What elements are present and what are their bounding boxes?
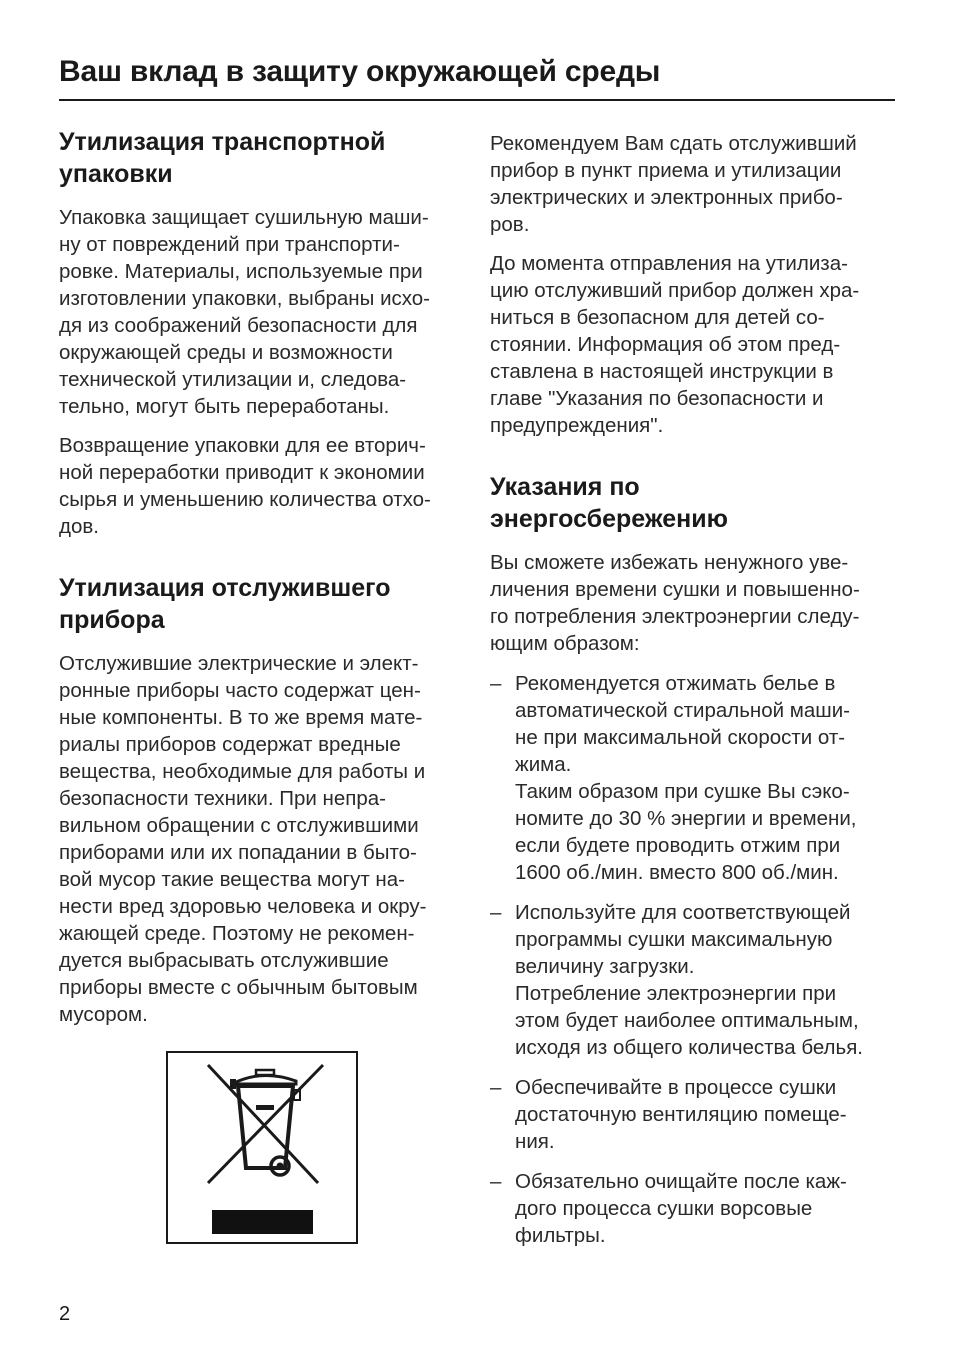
page-number: 2 <box>59 1303 71 1325</box>
list-item-text <box>515 1168 900 1249</box>
heading-line: Утилизация транспортной <box>59 128 386 156</box>
text-line: нести вред здоровью человека и окру- <box>59 895 427 918</box>
text-line: тельно, могут быть переработаны. <box>59 395 390 418</box>
text-line: дя из соображений безопасности для <box>59 314 418 337</box>
text-line: ющим образом: <box>490 632 640 655</box>
paragraph-recommend <box>490 130 900 238</box>
bullet-dash: – <box>490 1076 502 1099</box>
text-line: ровке. Материалы, используемые при <box>59 260 423 283</box>
heading-line: прибора <box>59 606 165 634</box>
text-line: Рекомендуется отжимать белье в <box>515 672 836 695</box>
text-line: ния. <box>515 1130 555 1153</box>
text-line: этом будет наиболее оптимальным, <box>515 1009 859 1032</box>
text-line: величину загрузки. <box>515 955 695 978</box>
text-line: 1600 об./мин. вместо 800 об./мин. <box>515 861 839 884</box>
text-line: исходя из общего количества белья. <box>515 1036 863 1059</box>
list-item <box>490 1168 900 1249</box>
bullet-dash: – <box>490 1170 502 1193</box>
text-line: дуется выбрасывать отслужившие <box>59 949 389 972</box>
text-line: Используйте для соответствующей <box>515 901 851 924</box>
heading-line: упаковки <box>59 160 173 188</box>
heading-line: Указания по <box>490 473 640 501</box>
list-item <box>490 670 900 886</box>
bullet-dash: – <box>490 672 502 695</box>
text-line: мусором. <box>59 1003 148 1026</box>
text-line: Обязательно очищайте после каж- <box>515 1170 847 1193</box>
text-line: Рекомендуем Вам сдать отслуживший <box>490 132 857 155</box>
text-line: безопасности техники. При непра- <box>59 787 386 810</box>
text-line: автоматической стиральной маши- <box>515 699 850 722</box>
text-line: До момента отправления на утилиза- <box>490 252 848 275</box>
crossed-out-wheelie-bin-icon <box>168 1053 356 1242</box>
text-line: вой мусор такие вещества могут на- <box>59 868 405 891</box>
text-line: Отслужившие электрические и элект- <box>59 652 419 675</box>
weee-symbol-box <box>166 1051 358 1244</box>
text-line: предупреждения". <box>490 414 664 437</box>
text-line: го потребления электроэнергии следу- <box>490 605 860 628</box>
text-line: стоянии. Информация об этом пред- <box>490 333 841 356</box>
section-heading-packaging <box>59 126 469 190</box>
heading-line: энергосбережению <box>490 505 728 533</box>
text-line: электрических и электронных прибо- <box>490 186 843 209</box>
text-line: технической утилизации и, следова- <box>59 368 407 391</box>
list-item-text <box>515 670 900 886</box>
text-line: Возвращение упаковки для ее вторич- <box>59 434 426 457</box>
left-column <box>59 126 469 1040</box>
text-line: дов. <box>59 515 99 538</box>
text-line: окружающей среды и возможности <box>59 341 393 364</box>
text-line: Обеспечивайте в процессе сушки <box>515 1076 837 1099</box>
text-line: главе "Указания по безопасности и <box>490 387 824 410</box>
list-item <box>490 899 900 1061</box>
paragraph-disposal <box>59 650 469 1028</box>
text-line: если будете проводить отжим при <box>515 834 841 857</box>
text-line: Таким образом при сушке Вы сэко- <box>515 780 850 803</box>
text-line: ниться в безопасном для детей со- <box>490 306 825 329</box>
paragraph-packaging-2 <box>59 432 469 540</box>
paragraph-packaging-1 <box>59 204 469 420</box>
text-line: достаточную вентиляцию помеще- <box>515 1103 847 1126</box>
text-line: вещества, необходимые для работы и <box>59 760 426 783</box>
text-line: жима. <box>515 753 572 776</box>
text-line: ров. <box>490 213 530 236</box>
text-line: ные компоненты. В то же время мате- <box>59 706 423 729</box>
section-heading-disposal <box>59 572 469 636</box>
section-heading-energy <box>490 471 900 535</box>
text-line: программы сушки максимальную <box>515 928 833 951</box>
bullet-dash: – <box>490 901 502 924</box>
heading-line: Утилизация отслужившего <box>59 574 391 602</box>
text-line: ной переработки приводит к экономии <box>59 461 425 484</box>
text-line: риалы приборов содержат вредные <box>59 733 401 756</box>
text-line: изготовлении упаковки, выбраны исхо- <box>59 287 431 310</box>
text-line: ронные приборы часто содержат цен- <box>59 679 421 702</box>
text-line: прибор в пункт приема и утилизации <box>490 159 842 182</box>
list-item <box>490 1074 900 1155</box>
text-line: номите до 30 % энергии и времени, <box>515 807 857 830</box>
paragraph-energy-intro <box>490 549 900 657</box>
title-rule <box>59 99 895 101</box>
text-line: жающей среде. Поэтому не рекомен- <box>59 922 415 945</box>
text-line: Потребление электроэнергии при <box>515 982 837 1005</box>
list-item-text <box>515 1074 900 1155</box>
text-line: Вы сможете избежать ненужного уве- <box>490 551 849 574</box>
text-line: ну от повреждений при транспорти- <box>59 233 400 256</box>
page-title: Ваш вклад в защиту окружающей среды <box>59 55 661 88</box>
text-line: приборами или их попадании в быто- <box>59 841 417 864</box>
text-line: личения времени сушки и повышенно- <box>490 578 860 601</box>
text-line: сырья и уменьшению количества отхо- <box>59 488 431 511</box>
text-line: ставлена в настоящей инструкции в <box>490 360 834 383</box>
text-line: цию отслуживший прибор должен хра- <box>490 279 860 302</box>
paragraph-storage <box>490 250 900 439</box>
text-line: дого процесса сушки ворсовые <box>515 1197 813 1220</box>
text-line: Упаковка защищает сушильную маши- <box>59 206 429 229</box>
text-line: вильном обращении с отслужившими <box>59 814 419 837</box>
text-line: фильтры. <box>515 1224 606 1247</box>
text-line: не при максимальной скорости от- <box>515 726 846 749</box>
right-column <box>490 130 900 1262</box>
text-line: приборы вместе с обычным бытовым <box>59 976 418 999</box>
list-item-text <box>515 899 900 1061</box>
